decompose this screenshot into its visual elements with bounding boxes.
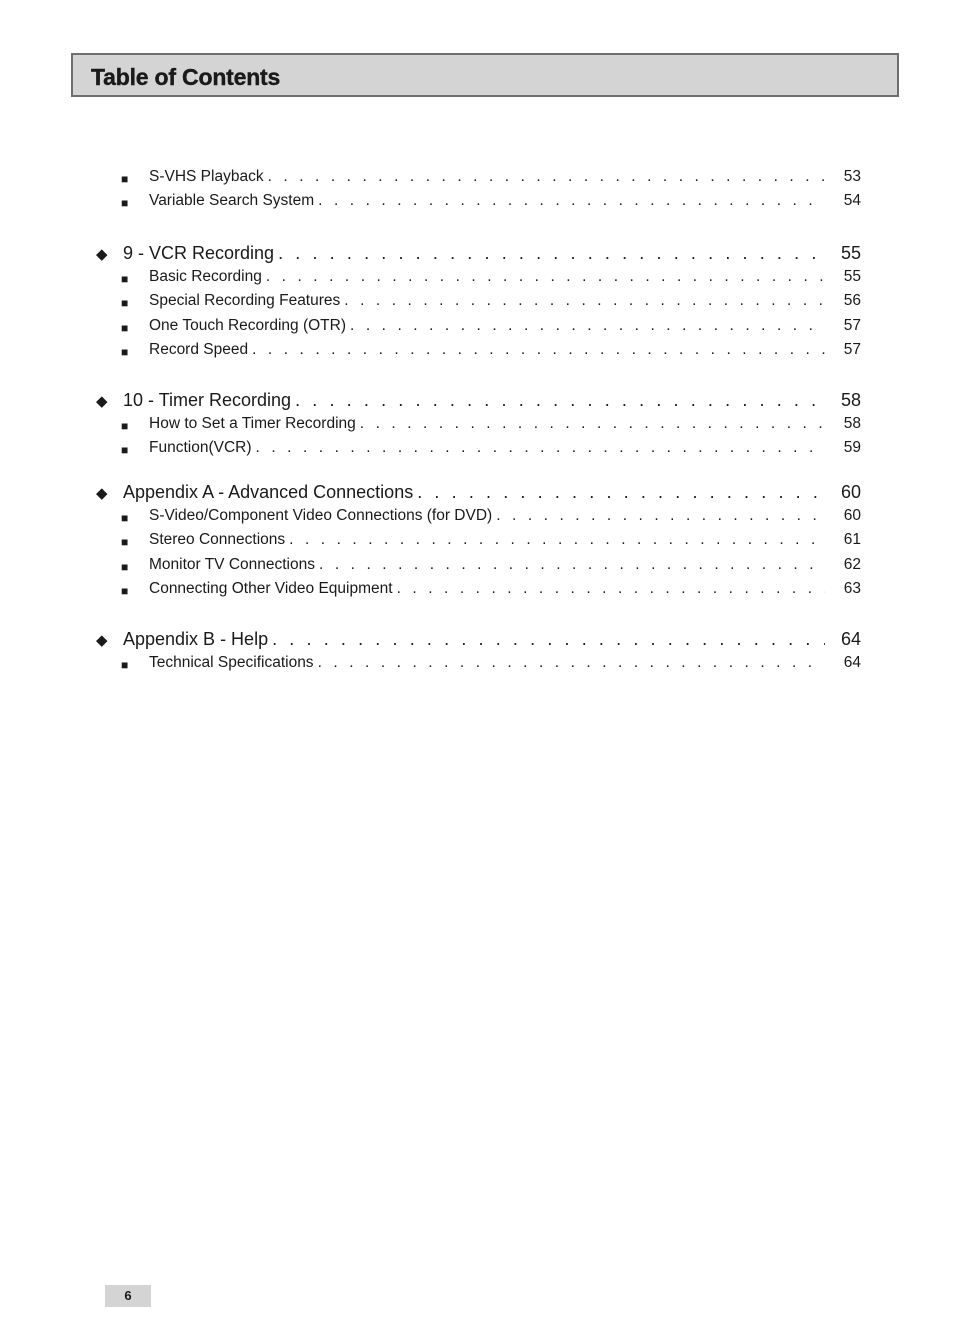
toc-entry-page: 55 bbox=[840, 243, 861, 263]
dot-leader bbox=[417, 482, 825, 503]
square-bullet-icon: ■ bbox=[121, 658, 129, 672]
toc-entry-page: 58 bbox=[840, 390, 861, 410]
square-bullet-icon: ■ bbox=[121, 560, 129, 574]
diamond-bullet-icon: ◆ bbox=[96, 393, 108, 410]
toc-entry-label: Appendix A - Advanced Connections bbox=[123, 482, 414, 502]
square-bullet-icon: ■ bbox=[121, 172, 129, 186]
toc-sub-entry[interactable] bbox=[149, 192, 861, 214]
toc-entry-label: Special Recording Features bbox=[149, 292, 341, 309]
toc-entry-label: Connecting Other Video Equipment bbox=[149, 580, 393, 597]
toc-chapter-entry[interactable] bbox=[123, 482, 861, 508]
toc-sub-entry[interactable] bbox=[149, 341, 861, 363]
square-bullet-icon: ■ bbox=[121, 584, 129, 598]
toc-sub-entry[interactable] bbox=[149, 654, 861, 676]
square-bullet-icon: ■ bbox=[121, 535, 129, 549]
toc-chapter-entry[interactable] bbox=[123, 390, 861, 416]
toc-entry-label: Technical Specifications bbox=[149, 654, 314, 671]
toc-entry-label: Basic Recording bbox=[149, 268, 262, 285]
toc-entry-page: 55 bbox=[843, 268, 861, 285]
toc-sub-entry[interactable] bbox=[149, 317, 861, 339]
toc-entry-label: 9 - VCR Recording bbox=[123, 243, 275, 263]
toc-entry-label: Monitor TV Connections bbox=[149, 556, 315, 573]
toc-chapter-entry[interactable] bbox=[123, 629, 861, 655]
toc-entry-label: S-VHS Playback bbox=[149, 168, 264, 185]
dot-leader bbox=[256, 439, 826, 457]
toc-entry-label: One Touch Recording (OTR) bbox=[149, 317, 346, 334]
toc-entry-page: 64 bbox=[840, 629, 861, 649]
toc-entry-label: 10 - Timer Recording bbox=[123, 390, 292, 410]
dot-leader bbox=[344, 292, 825, 310]
dot-leader bbox=[496, 507, 825, 525]
dot-leader bbox=[350, 317, 825, 335]
toc-entry-page: 57 bbox=[843, 317, 861, 334]
dot-leader bbox=[272, 629, 825, 650]
toc-entry-label: Stereo Connections bbox=[149, 531, 286, 548]
dot-leader bbox=[360, 415, 825, 433]
dot-leader bbox=[266, 268, 825, 286]
toc-entry-page: 60 bbox=[843, 507, 861, 524]
page-number: 6 bbox=[105, 1285, 151, 1307]
page-title: Table of Contents bbox=[91, 64, 281, 90]
square-bullet-icon: ■ bbox=[121, 511, 129, 525]
toc-sub-entry[interactable] bbox=[149, 268, 861, 290]
dot-leader bbox=[295, 390, 825, 411]
toc-entry-label: S-Video/Component Video Connections (for DVD) bbox=[149, 507, 493, 524]
toc-sub-entry[interactable] bbox=[149, 556, 861, 578]
toc-entry-label: Function(VCR) bbox=[149, 439, 252, 456]
dot-leader bbox=[268, 168, 825, 186]
dot-leader bbox=[289, 531, 825, 549]
toc-entry-page: 62 bbox=[843, 556, 861, 573]
square-bullet-icon: ■ bbox=[121, 196, 129, 210]
toc-entry-page: 63 bbox=[843, 580, 861, 597]
diamond-bullet-icon: ◆ bbox=[96, 632, 108, 649]
dot-leader bbox=[319, 556, 825, 574]
square-bullet-icon: ■ bbox=[121, 272, 129, 286]
square-bullet-icon: ■ bbox=[121, 296, 129, 310]
dot-leader bbox=[252, 341, 825, 359]
toc-entry-page: 54 bbox=[843, 192, 861, 209]
diamond-bullet-icon: ◆ bbox=[96, 485, 108, 502]
toc-entry-label: How to Set a Timer Recording bbox=[149, 415, 356, 432]
toc-chapter-entry[interactable] bbox=[123, 243, 861, 269]
toc-entry-page: 58 bbox=[843, 415, 861, 432]
toc-entry-page: 61 bbox=[843, 531, 861, 548]
square-bullet-icon: ■ bbox=[121, 443, 129, 457]
toc-entry-page: 53 bbox=[843, 168, 861, 185]
toc-entry-page: 60 bbox=[840, 482, 861, 502]
toc-entry-page: 59 bbox=[843, 439, 861, 456]
toc-sub-entry[interactable] bbox=[149, 168, 861, 190]
diamond-bullet-icon: ◆ bbox=[96, 246, 108, 263]
dot-leader bbox=[278, 243, 825, 264]
toc-entry-label: Appendix B - Help bbox=[123, 629, 269, 649]
toc-entry-page: 56 bbox=[843, 292, 861, 309]
toc-sub-entry[interactable] bbox=[149, 531, 861, 553]
square-bullet-icon: ■ bbox=[121, 345, 129, 359]
toc-entry-page: 64 bbox=[843, 654, 861, 671]
dot-leader bbox=[397, 580, 825, 598]
dot-leader bbox=[318, 654, 825, 672]
toc-entry-label: Variable Search System bbox=[149, 192, 315, 209]
toc-entry-label: Record Speed bbox=[149, 341, 249, 358]
toc-sub-entry[interactable] bbox=[149, 580, 861, 602]
square-bullet-icon: ■ bbox=[121, 321, 129, 335]
toc-sub-entry[interactable] bbox=[149, 292, 861, 314]
dot-leader bbox=[318, 192, 825, 210]
square-bullet-icon: ■ bbox=[121, 419, 129, 433]
toc-sub-entry[interactable] bbox=[149, 507, 861, 529]
toc-sub-entry[interactable] bbox=[149, 439, 861, 461]
toc-entry-page: 57 bbox=[843, 341, 861, 358]
toc-sub-entry[interactable] bbox=[149, 415, 861, 437]
